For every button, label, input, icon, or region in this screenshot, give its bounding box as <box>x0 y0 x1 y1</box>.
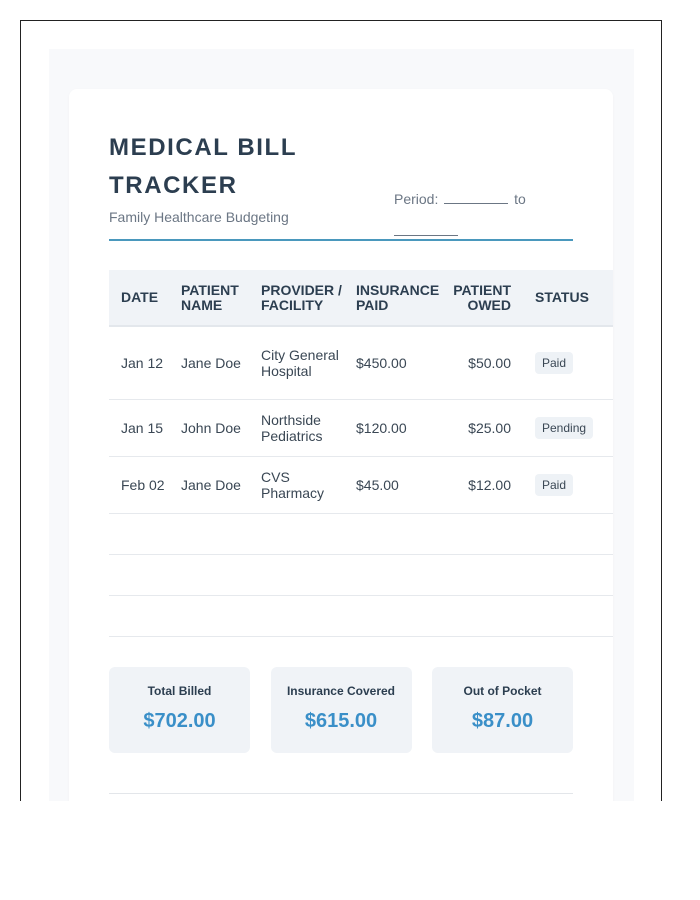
cell-provider: CVS Pharmacy <box>249 456 344 513</box>
empty-table-row <box>109 595 613 636</box>
summary-section <box>109 667 573 753</box>
summary-value: $702.00 <box>143 710 216 732</box>
col-header-provider: PROVIDER / FACILITY <box>249 270 344 326</box>
summary-insurance-covered <box>271 667 412 753</box>
cell-patient-owed: $25.00 <box>444 399 523 456</box>
cell-patient: Jane Doe <box>169 456 249 513</box>
cell-status <box>523 456 613 513</box>
page-subtitle: Family Healthcare Budgeting <box>109 209 289 225</box>
table-row <box>109 456 613 513</box>
table-row <box>109 399 613 456</box>
col-header-insurance-paid: INSURANCE PAID <box>344 270 444 326</box>
cell-insurance-paid: $450.00 <box>344 326 444 399</box>
cell-provider: City General Hospital <box>249 326 344 399</box>
cell-insurance-paid: $120.00 <box>344 399 444 456</box>
page-background <box>49 49 634 801</box>
document-frame <box>20 20 662 801</box>
cell-status <box>523 326 613 399</box>
summary-value: $87.00 <box>471 710 534 732</box>
cell-patient-owed: $12.00 <box>444 456 523 513</box>
summary-total-billed <box>109 667 250 753</box>
footer-divider <box>109 793 573 794</box>
status-badge: Paid <box>535 474 573 496</box>
period-separator: to <box>514 191 526 207</box>
cell-status <box>523 399 613 456</box>
empty-table-row <box>109 554 613 595</box>
period-end-blank[interactable] <box>394 222 458 236</box>
summary-label: Out of Pocket <box>463 684 542 698</box>
cell-patient: Jane Doe <box>169 326 249 399</box>
tracker-header <box>109 129 573 241</box>
summary-label: Insurance Covered <box>286 684 396 698</box>
period-label: Period: <box>394 191 439 207</box>
cell-provider: Northside Pediatrics <box>249 399 344 456</box>
summary-out-of-pocket <box>432 667 573 753</box>
cell-patient: John Doe <box>169 399 249 456</box>
page-title: MEDICAL BILL TRACKER <box>109 134 297 199</box>
status-badge: Paid <box>535 352 573 374</box>
period-start-blank[interactable] <box>444 190 508 204</box>
table-row <box>109 326 613 399</box>
tracker-card <box>69 89 613 801</box>
empty-table-row <box>109 513 613 554</box>
bills-table <box>109 270 613 637</box>
col-header-patient-owed: PATIENT OWED <box>444 270 523 326</box>
period-field[interactable] <box>394 183 544 247</box>
cell-date: Feb 02 <box>109 456 169 513</box>
col-header-patient: PATIENT NAME <box>169 270 249 326</box>
cell-insurance-paid: $45.00 <box>344 456 444 513</box>
status-badge: Pending <box>535 417 593 439</box>
cell-date: Jan 15 <box>109 399 169 456</box>
bills-table-container <box>109 270 613 637</box>
col-header-date: DATE <box>109 270 169 326</box>
cell-date: Jan 12 <box>109 326 169 399</box>
table-header-row <box>109 270 613 326</box>
col-header-status: STATUS <box>523 270 613 326</box>
cell-patient-owed: $50.00 <box>444 326 523 399</box>
summary-label: Total Billed <box>147 684 212 698</box>
summary-value: $615.00 <box>304 710 378 732</box>
